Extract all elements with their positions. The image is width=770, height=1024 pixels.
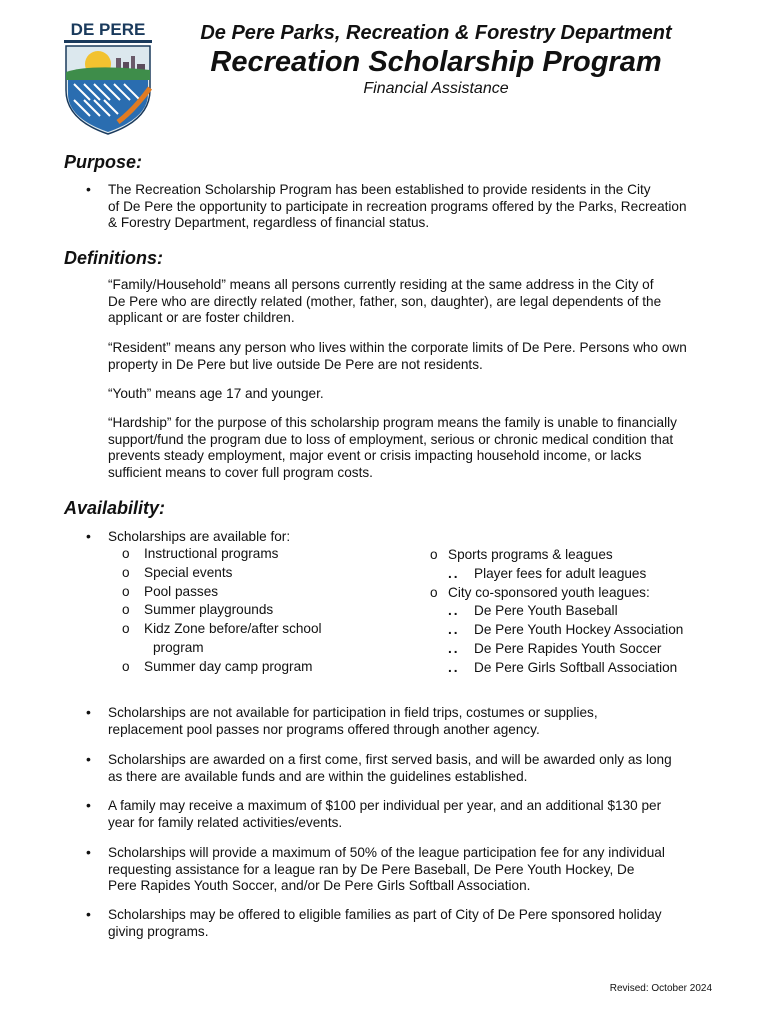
purpose-line: The Recreation Scholarship Program has been established to provide residents in the City xyxy=(108,182,651,197)
availability-heading: Availability: xyxy=(64,498,166,518)
definition-line: applicant or are foster children. xyxy=(108,310,295,325)
sublist xyxy=(430,565,730,584)
availability-rule: Scholarships are not available for participation in field trips, costumes or supplies, replacement pool passes nor programs offered through another agency. xyxy=(108,705,598,737)
list-item: .. De Pere Rapides Youth Soccer xyxy=(448,640,730,659)
definition-resident xyxy=(108,340,708,373)
definition-line: “Family/Household” means all persons currently residing at the same address in the City of xyxy=(108,277,654,292)
revision-date: Revised: October 2024 xyxy=(609,983,712,994)
square-bullet-icon: .. xyxy=(448,640,460,656)
definition-line: sufficient means to cover full program costs. xyxy=(108,464,373,480)
bullet-icon: • xyxy=(86,751,91,767)
definition-hardship xyxy=(108,415,708,481)
list-item: o Special events xyxy=(122,564,402,583)
list-item: o Pool passes xyxy=(122,583,402,602)
definition-line: “Hardship” for the purpose of this scholarship program means the family is unable to financially xyxy=(108,415,677,430)
circle-bullet-icon: o xyxy=(122,583,130,599)
city-logo xyxy=(60,18,156,136)
bullet-icon: • xyxy=(86,844,91,860)
availability-rule: Scholarships will provide a maximum of 50% of the league participation fee for any individual requesting assistance for a league ran by De Pere Baseball, De Pere Youth Hockey, De Pere Rapides Youth Soccer, and/or De Pere Girls Softball Association. xyxy=(108,845,665,893)
purpose-text xyxy=(108,182,708,232)
purpose-line: & Forestry Department, regardless of financial status. xyxy=(108,215,430,230)
logo-text: DE PERE xyxy=(70,20,146,39)
document-subtitle: Financial Assistance xyxy=(363,80,509,97)
circle-bullet-icon: o xyxy=(430,547,438,562)
circle-bullet-icon: o xyxy=(122,602,130,618)
circle-bullet-icon: o xyxy=(122,564,130,580)
square-bullet-icon: .. xyxy=(448,565,460,581)
list-item: o City co-sponsored youth leagues: xyxy=(430,584,730,603)
bullet-icon: • xyxy=(86,906,91,922)
list-item: .. Player fees for adult leagues xyxy=(448,565,730,584)
sublist xyxy=(430,602,730,677)
list-item: o Summer day camp program xyxy=(122,658,402,677)
list-item: o Kidz Zone before/after school xyxy=(122,620,402,639)
circle-bullet-icon: o xyxy=(122,621,130,637)
definition-line: “Youth” means age 17 and younger. xyxy=(108,386,324,401)
list-item-continuation: program xyxy=(153,639,204,655)
circle-bullet-icon: o xyxy=(430,584,438,600)
list-item: .. De Pere Youth Baseball xyxy=(448,602,730,621)
definition-line: “Resident” means any person who lives within the corporate limits of De Pere. Persons who own xyxy=(108,340,687,355)
circle-bullet-icon: o xyxy=(122,658,130,674)
bullet-icon: • xyxy=(86,181,91,197)
definition-youth xyxy=(108,386,708,403)
square-bullet-icon: .. xyxy=(448,603,460,619)
definition-line: De Pere who are directly related (mother, father, son, daughter), are legal dependents of the xyxy=(108,293,662,309)
circle-bullet-icon: o xyxy=(122,546,130,561)
bullet-icon: • xyxy=(86,528,91,544)
definition-line: property in De Pere but live outside De Pere are not residents. xyxy=(108,356,483,372)
purpose-line: of De Pere the opportunity to participate in recreation programs offered by the Parks, Recreation xyxy=(108,198,687,214)
availability-intro: Scholarships are available for: xyxy=(108,529,291,544)
definition-line: prevents steady employment, major event or crisis impacting household income, or lacks xyxy=(108,448,642,463)
list-item: .. De Pere Girls Softball Association xyxy=(448,659,730,678)
bullet-icon: • xyxy=(86,797,91,813)
purpose-heading: Purpose: xyxy=(64,152,143,172)
definition-family xyxy=(108,277,708,327)
list-item: o Sports programs & leagues xyxy=(430,546,730,565)
list-item: .. De Pere Youth Hockey Association xyxy=(448,621,730,640)
league-programs-list xyxy=(430,546,730,678)
city-shield-emblem xyxy=(60,18,156,136)
square-bullet-icon: .. xyxy=(448,622,460,638)
list-item: o Summer playgrounds xyxy=(122,601,402,620)
definition-line: support/fund the program due to loss of employment, serious or chronic medical condition that xyxy=(108,431,674,447)
list-item: o Instructional programs xyxy=(122,545,402,564)
availability-rule: Scholarships are awarded on a first come, first served basis, and will be awarded only as long as there are available funds and are within the guidelines established. xyxy=(108,752,672,784)
availability-rule: Scholarships may be offered to eligible families as part of City of De Pere sponsored holiday giving programs. xyxy=(108,907,662,939)
available-programs-list xyxy=(122,545,402,677)
document-title: Recreation Scholarship Program xyxy=(210,46,662,78)
definitions-heading: Definitions: xyxy=(64,248,163,268)
square-bullet-icon: .. xyxy=(448,659,460,675)
availability-rule: A family may receive a maximum of $100 per individual per year, and an additional $130 per year for family related activities/events. xyxy=(108,798,662,830)
department-name: De Pere Parks, Recreation & Forestry Department xyxy=(200,22,672,44)
bullet-icon: • xyxy=(86,704,91,720)
